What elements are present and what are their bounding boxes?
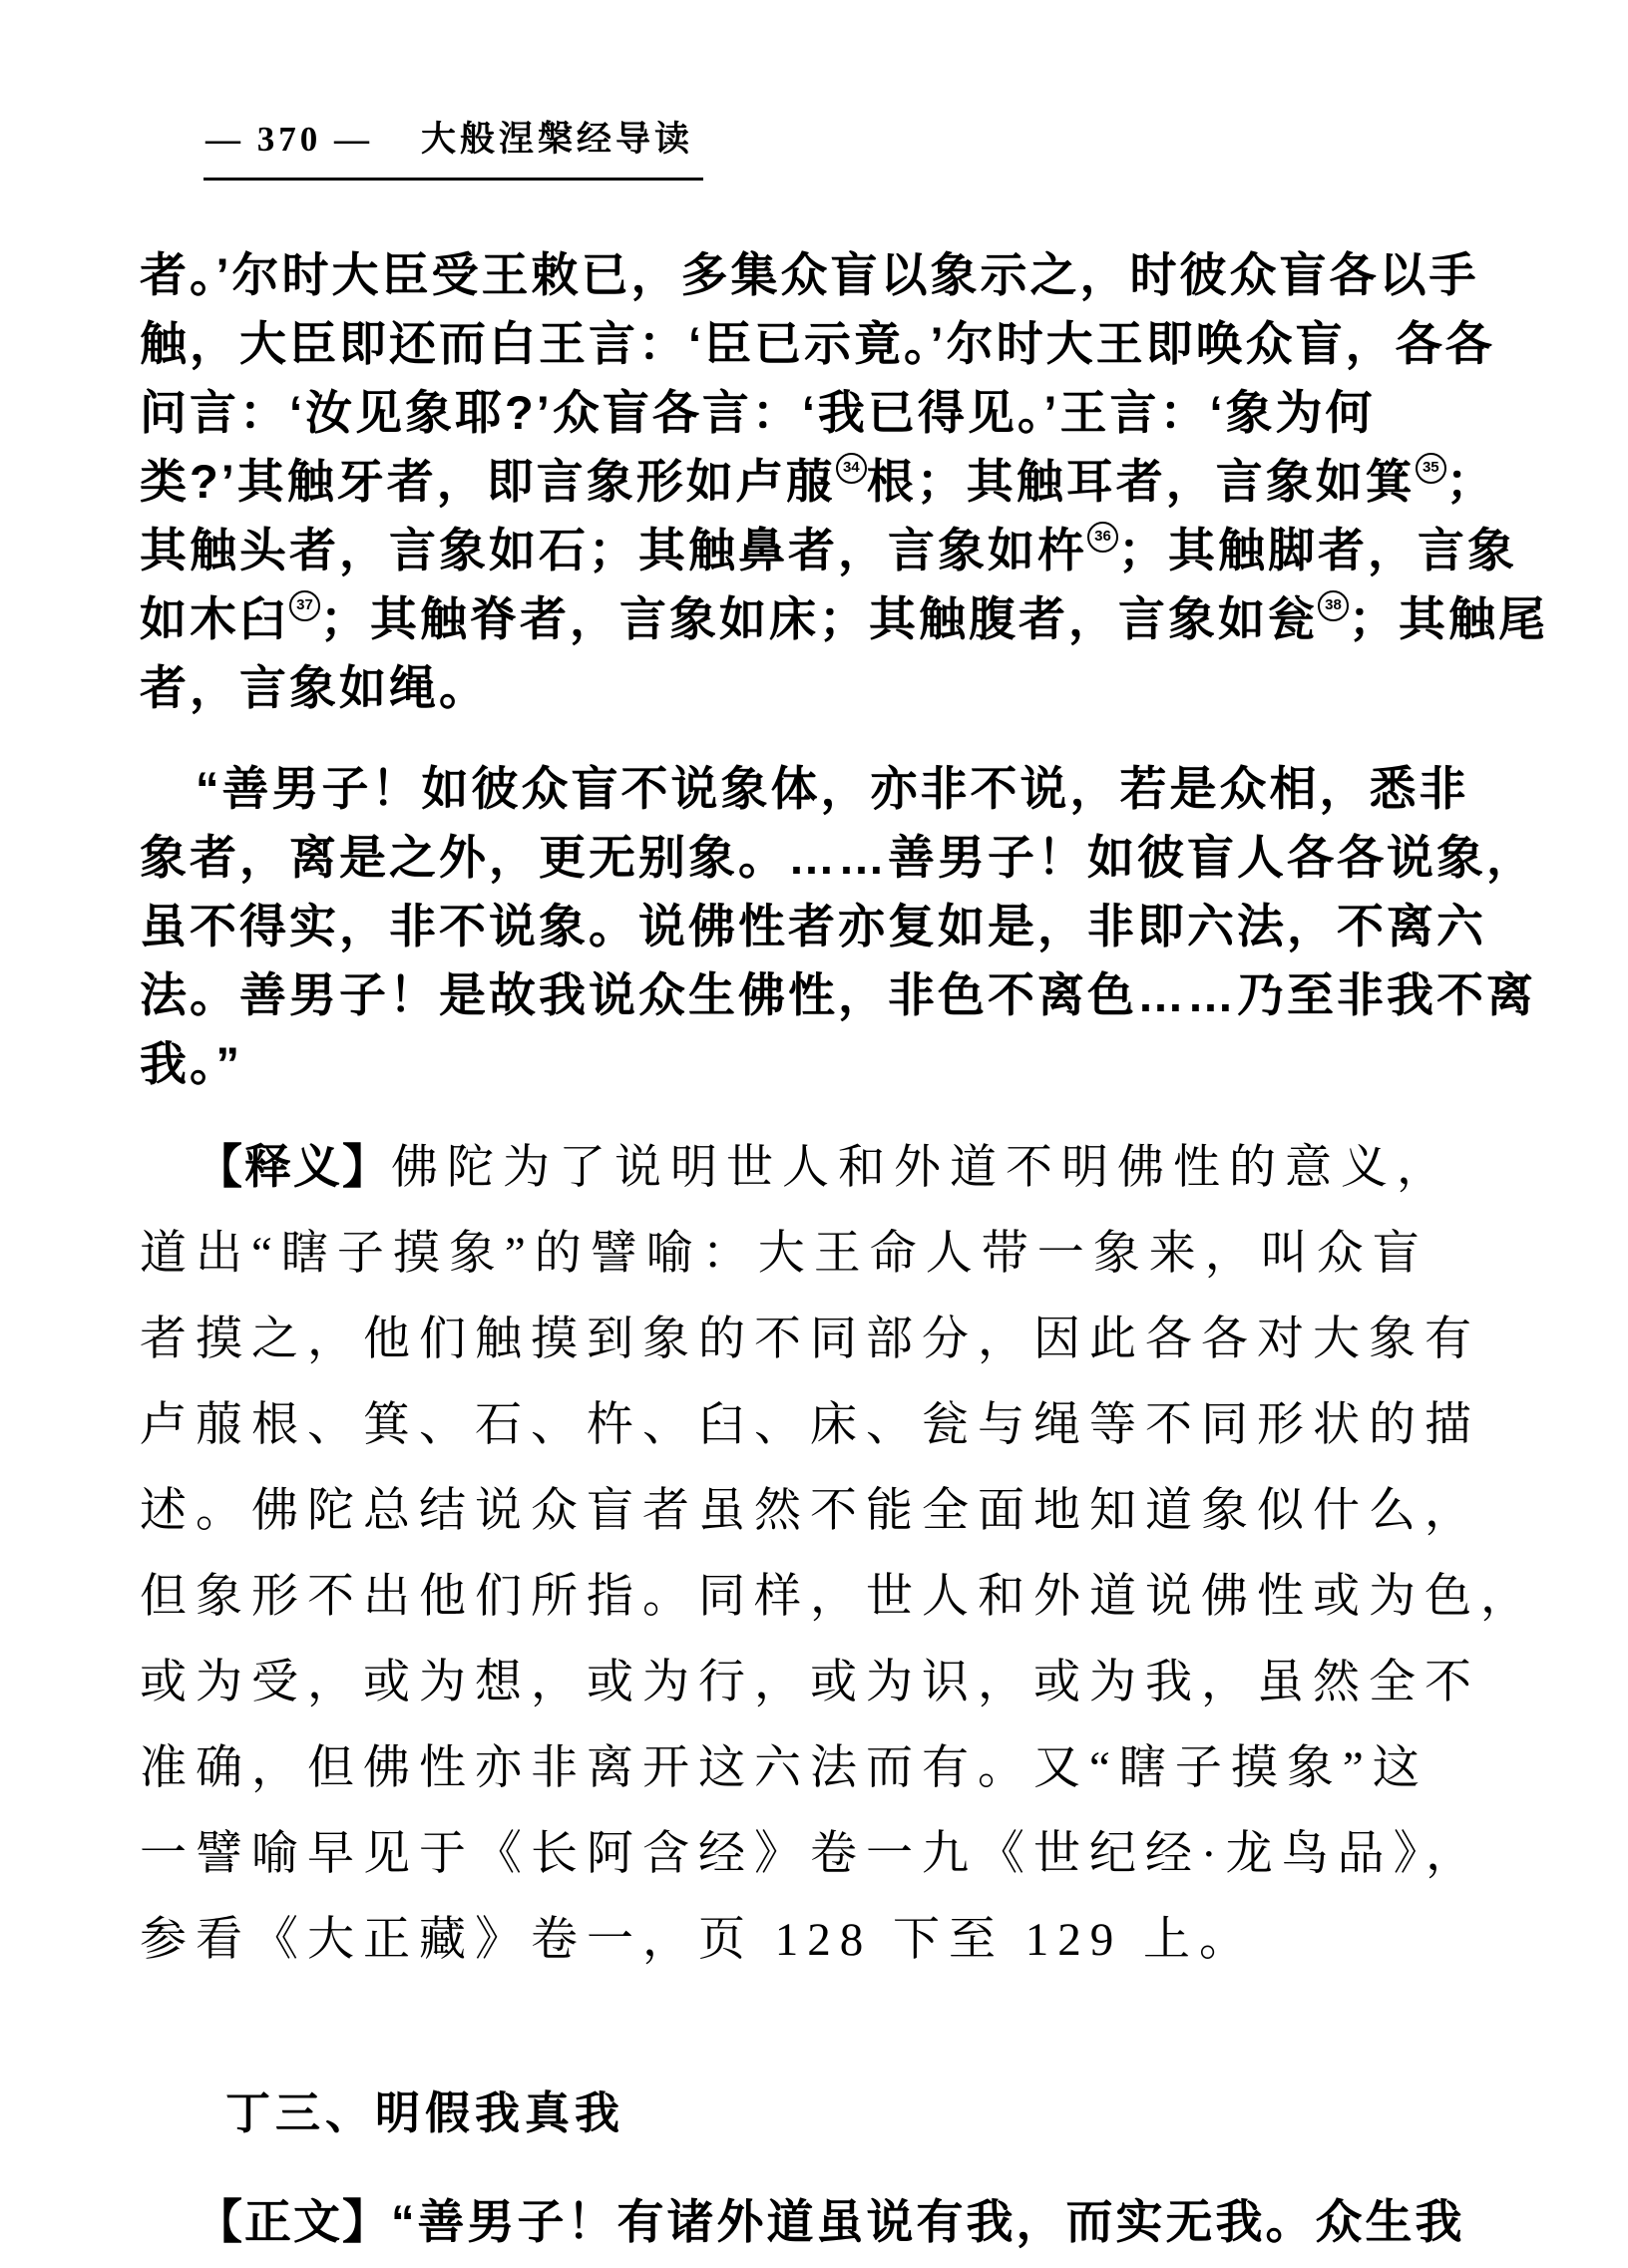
paragraph-label: 【正文】 [196, 2195, 391, 2248]
book-title: 大般涅槃经导读 [421, 120, 694, 159]
page-header [204, 112, 703, 181]
paragraph-label: 【释义】 [196, 1140, 391, 1193]
text-line: 者，言象如绳。 [140, 661, 489, 714]
main-text-paragraph [140, 2187, 1500, 2256]
text-line: “善男子！如彼众盲不说象体，亦非不说，若是众相，悉非 [196, 762, 1469, 815]
text-line: 问言：‘汝见象耶?’众盲各言：‘我已得见。’王言：‘象为何 [140, 386, 1376, 439]
text-line: 类?’其触牙者，即言象形如卢菔 $^{34}$ 根；其触耳者，言象如箕 $^{35}$ ； [140, 447, 1500, 516]
text-line: 参看《大正藏》卷一，页 128 下至 129 上。 [140, 1914, 1255, 1966]
footnote-number-superscript: 36 [1087, 522, 1118, 553]
explanation-paragraph [140, 1124, 1536, 1983]
text-line: 我。” [140, 1037, 242, 1090]
footnote-number-superscript: 38 [1318, 590, 1349, 621]
text-line: 者。’尔时大臣受王敕已，多集众盲以象示之，时彼众盲各以手 [140, 248, 1479, 301]
sutra-quote-paragraph-1 [140, 240, 1548, 722]
text-line: 卢菔根、箕、石、杵、臼、床、瓮与绳等不同形状的描 [140, 1399, 1480, 1451]
text-line: 触，大臣即还而白王言：‘臣已示竟。’尔时大王即唤众盲，各各 [140, 317, 1495, 370]
text-line: 虽不得实，非不说象。说佛性者亦复如是，非即六法，不离六 [140, 900, 1486, 952]
text-line: 其触头者，言象如石；其触鼻者，言象如杵 $^{36}$ ；其触脚者，言象 [140, 516, 1500, 584]
text-line: 一譬喻早见于《长阿含经》卷一九《世纪经·龙鸟品》， [140, 1828, 1482, 1880]
text-line: 准确，但佛性亦非离开这六法而有。又“瞎子摸象”这 [140, 1742, 1428, 1794]
sutra-quote-paragraph-2 [140, 754, 1536, 1098]
text-line: 者摸之，他们触摸到象的不同部分，因此各各对大象有 [140, 1314, 1480, 1365]
text-line: 法。善男子！是故我说众生佛性，非色不离色……乃至非我不离 [140, 968, 1536, 1021]
section-heading: 丁三、明假我真我 [225, 2087, 625, 2138]
footnote-number-superscript: 37 [289, 590, 320, 621]
text-line: 【正文】“善男子！有诸外道虽说有我，而实无我。众生我 [196, 2195, 1465, 2248]
page-number: — 370 — [205, 120, 373, 159]
text-line: 【释义】佛陀为了说明世人和外道不明佛性的意义， [196, 1140, 1452, 1194]
text-line: 或为受，或为想，或为行，或为识，或为我，虽然全不 [140, 1657, 1480, 1708]
text-line: 象者，离是之外，更无别象。……善男子！如彼盲人各各说象， [140, 831, 1536, 884]
text-line: 道出“瞎子摸象”的譬喻：大王命人带一象来，叫众盲 [140, 1228, 1428, 1280]
text-line: 述。佛陀总结说众盲者虽然不能全面地知道象似什么， [140, 1485, 1480, 1537]
text-line: 如木臼 $^{37}$ ；其触脊者，言象如床；其触腹者，言象如瓮 $^{38}$ ；其触尾 [140, 584, 1500, 653]
footnote-number-superscript: 35 [1416, 453, 1446, 484]
footnote-number-superscript: 34 [836, 453, 867, 484]
text-line: 但象形不出他们所指。同样，世人和外道说佛性或为色， [140, 1571, 1536, 1623]
